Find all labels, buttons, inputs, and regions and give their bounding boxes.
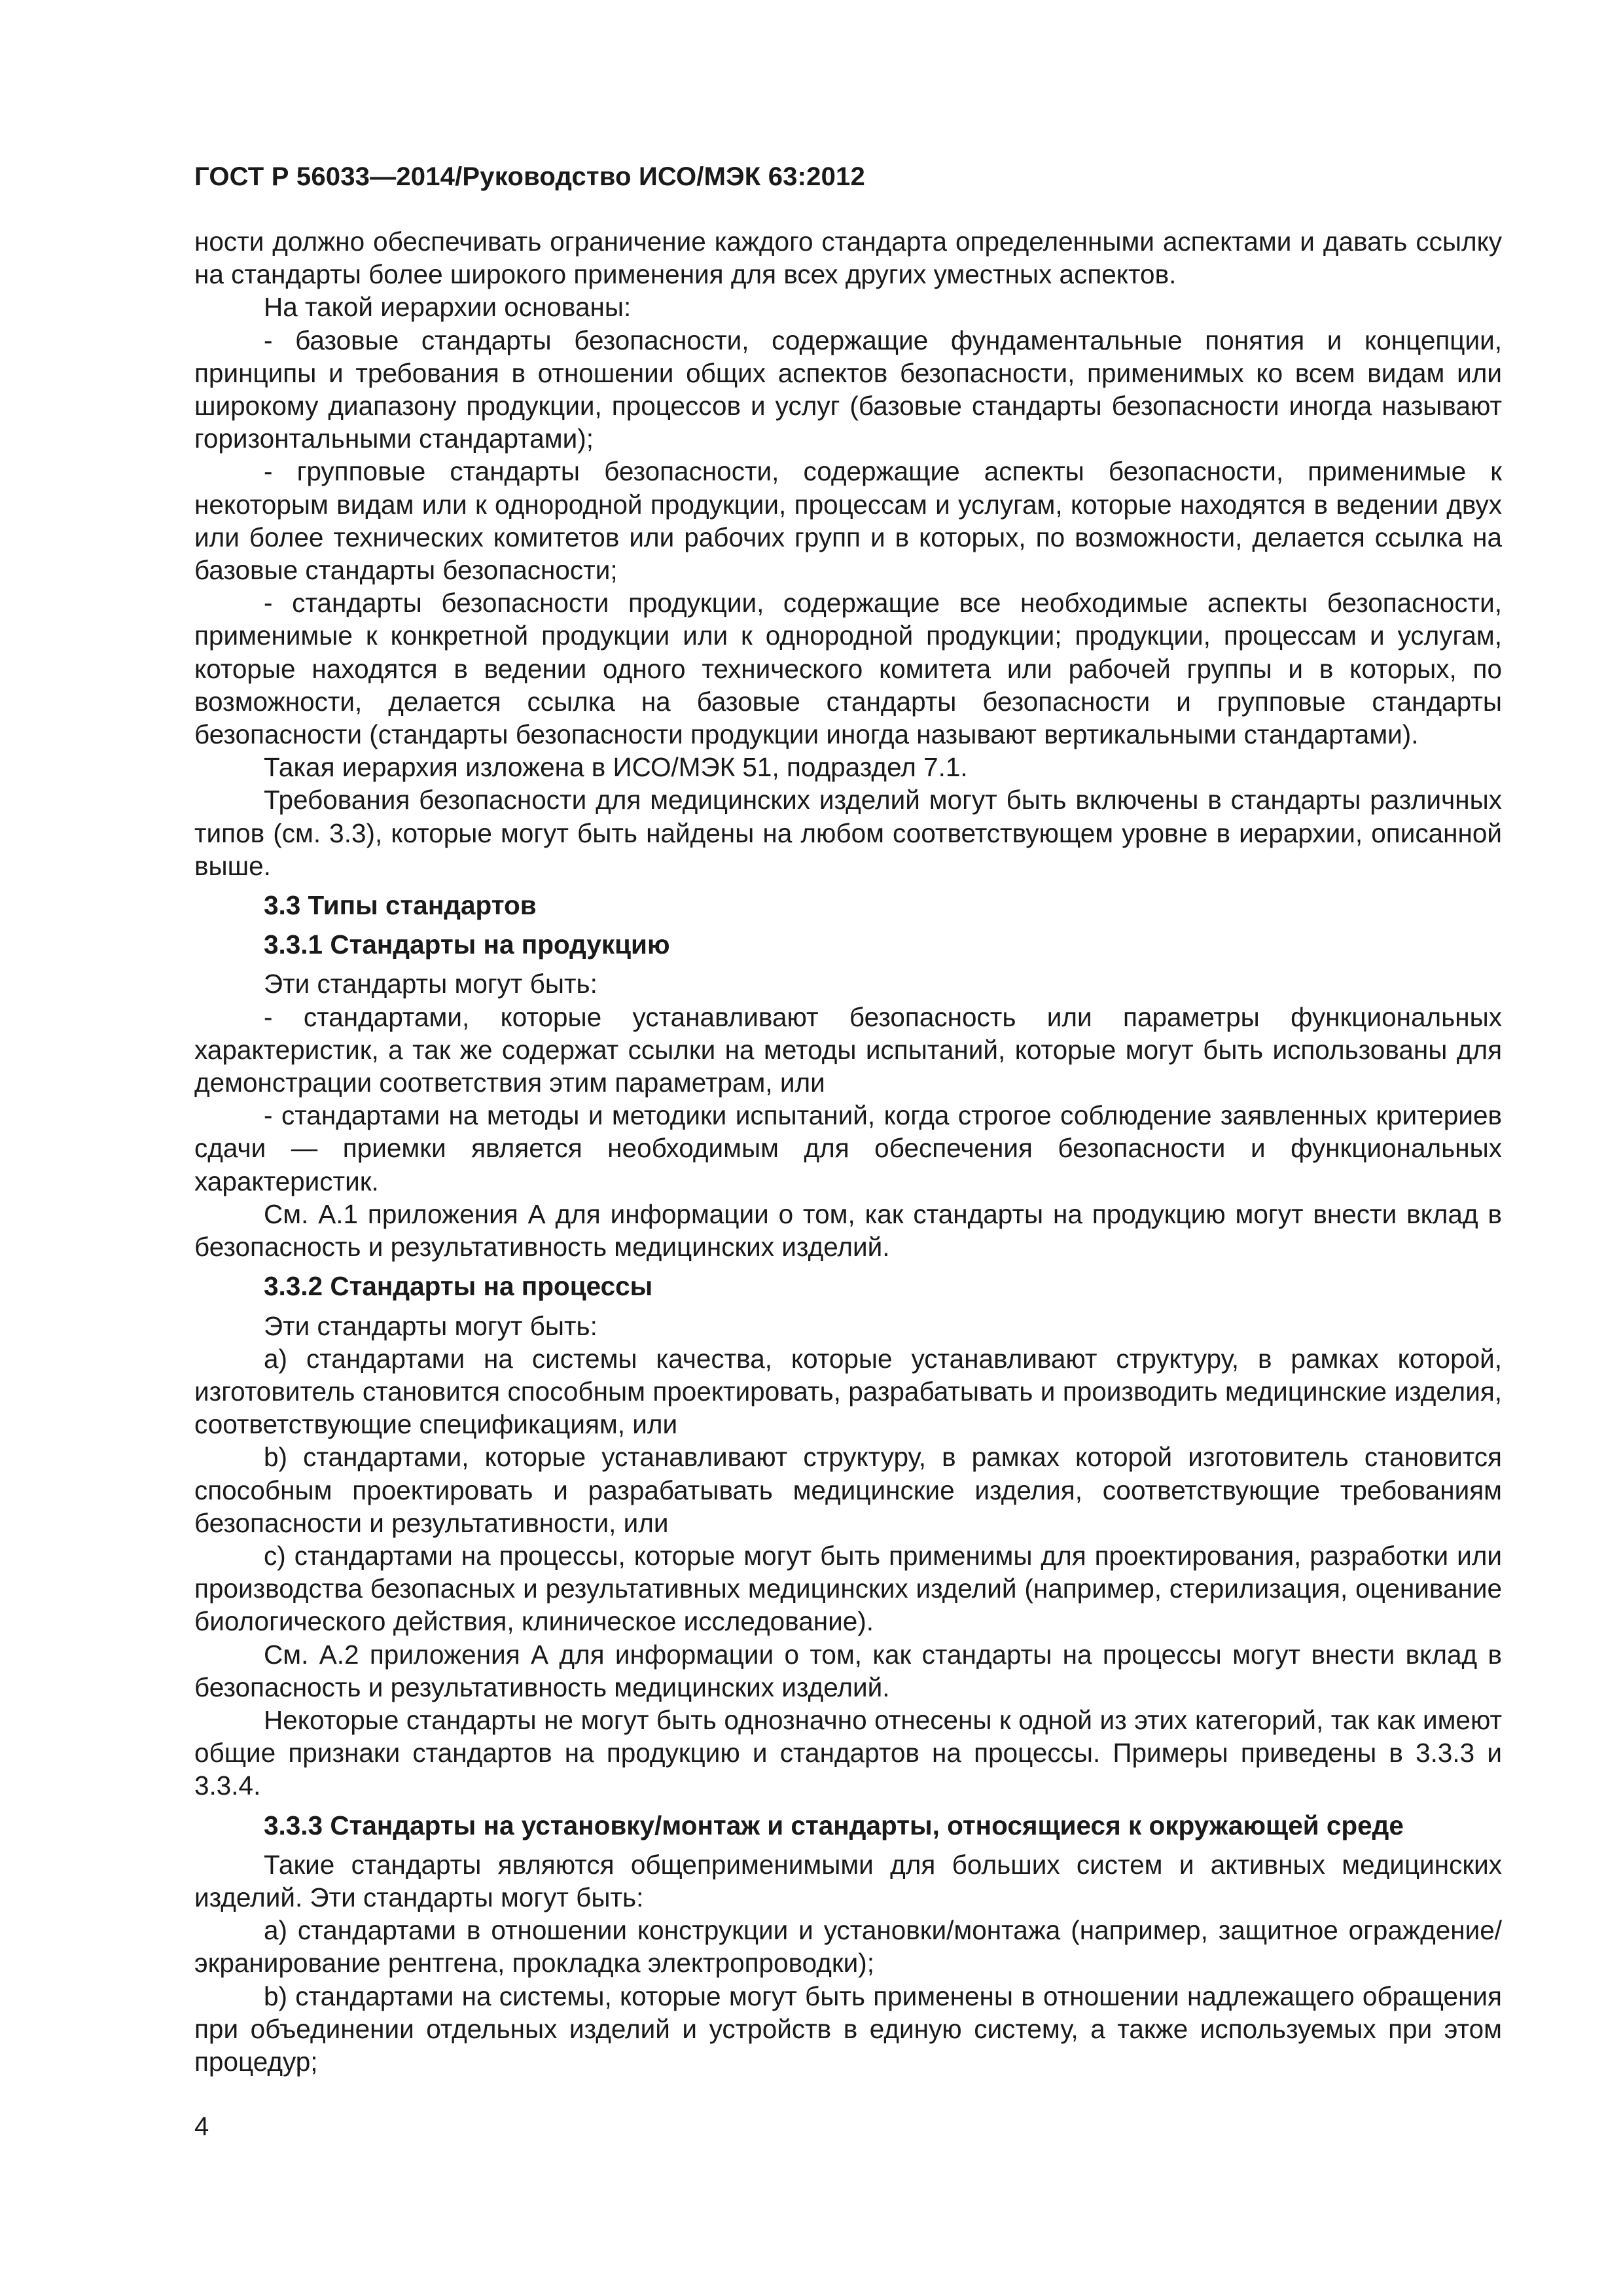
section-heading: 3.3 Типы стандартов [264,890,537,921]
list-item: - групповые стандарты безопасности, содержащие аспекты безопасности, применимые к некоторым видам или к однородной продукции, процессам и услугам, которые находятся в ведении двух или более технических комитетов или рабочих групп и в которых, по возможности, делается ссылка на базовые стандарты безопасности; [194,456,1502,586]
list-item: a) стандартами на системы качества, которые устанавливают структуру, в рамках которой, изготовитель становится способным проектировать, разрабатывать и производить медицинские изделия, соответствующие спецификациям, или [194,1343,1502,1440]
paragraph: Эти стандарты могут быть: [264,969,597,999]
document-body [194,225,1502,2078]
paragraph: Такие стандарты являются общеприменимыми для больших систем и активных медицинских изделий. Эти стандарты могут быть: [194,1849,1502,1912]
page-number: 4 [194,2112,209,2141]
list-item: a) стандартами в отношении конструкции и установки/монтажа (например, защитное ограждение/экранирование рентгена, прокладка электропроводки); [194,1915,1502,1979]
paragraph: Требования безопасности для медицинских изделий могут быть включены в стандарты различных типов (см. 3.3), которые могут быть найдены на любом соответствующем уровне в иерархии, описанной выше. [194,785,1502,881]
list-item: - стандарты безопасности продукции, содержащие все необходимые аспекты безопасности, применимые к конкретной продукции или к однородной продукции; продукции, процессам и услугам, которые находятся в ведении одного технического комитета или рабочей группы и в которых, по возможности, делается ссылка на базовые стандарты безопасности и групповые стандарты безопасности (стандарты безопасности продукции иногда называют вертикальными стандартами). [194,588,1502,750]
subsection-heading: 3.3.2 Стандарты на процессы [264,1271,653,1302]
list-item: - стандартами, которые устанавливают безопасность или параметры функциональных характеристик, а так же содержат ссылки на методы испытаний, которые могут быть использованы для демонстрации соответствия этим параметрам, или [194,1001,1502,1098]
subsection-heading: 3.3.3 Стандарты на установку/монтаж и стандарты, относящиеся к окружающей среде [264,1810,1404,1840]
list-item: b) стандартами на системы, которые могут быть применены в отношении надлежащего обращения при объединении отдельных изделий и устройств в единую систему, а также используемых при этом процедур; [194,1981,1502,2077]
list-item: - базовые стандарты безопасности, содержащие фундаментальные понятия и концепции, принципы и требования в отношении общих аспектов безопасности, применимых ко всем видам или широкому диапазону продукции, процессов и услуг (базовые стандарты безопасности иногда называют горизонтальными стандартами); [194,325,1502,454]
paragraph: Некоторые стандарты не могут быть однозначно отнесены к одной из этих категорий, так как имеют общие признаки стандартов на продукцию и стандартов на процессы. Примеры приведены в 3.3.3 и 3.3.4. [194,1704,1502,1801]
document-header: ГОСТ Р 56033—2014/Руководство ИСО/МЭК 63:2012 [194,162,865,191]
paragraph: Такая иерархия изложена в ИСО/МЭК 51, подраздел 7.1. [264,752,968,783]
paragraph: На такой иерархии основаны: [264,292,632,323]
subsection-heading: 3.3.1 Стандарты на продукцию [264,929,670,960]
paragraph: Эти стандарты могут быть: [264,1310,597,1341]
paragraph: ности должно обеспечивать ограничение каждого стандарта определенными аспектами и давать ссылку на стандарты более широкого применения для всех других уместных аспектов. [194,226,1502,290]
paragraph: См. А.1 приложения А для информации о том, как стандарты на продукцию могут внести вклад в безопасность и результативность медицинских изделий. [194,1198,1502,1263]
list-item: c) стандартами на процессы, которые могут быть применимы для проектирования, разработки или производства безопасных и результативных медицинских изделий (например, стерилизация, оценивание биологического действия, клиническое исследование). [194,1540,1502,1637]
list-item: - стандартами на методы и методики испытаний, когда строгое соблюдение заявленных критериев сдачи — приемки является необходимым для обеспечения безопасности и функциональных характеристик. [194,1100,1502,1196]
paragraph: См. А.2 приложения А для информации о том, как стандарты на процессы могут внести вклад в безопасность и результативность медицинских изделий. [194,1639,1502,1702]
list-item: b) стандартами, которые устанавливают структуру, в рамках которой изготовитель становится способным проектировать и разрабатывать медицинские изделия, соответствующие требованиям безопасности и результативности, или [194,1442,1502,1538]
